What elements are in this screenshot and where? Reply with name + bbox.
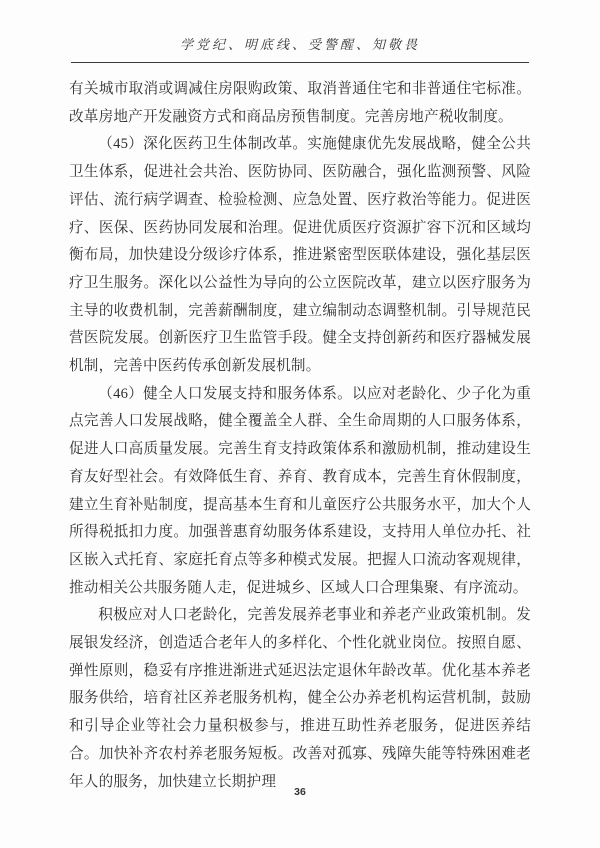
- paragraph-aging-policy: 积极应对人口老龄化，完善发展养老事业和养老产业政策机制。发展银发经济，创造适合老年人的多样化、个性化就业岗位。按照自愿、弹性原则，稳妥有序推进渐进式延迟法定退休年龄改革。优化基本养老服务供给，培育社区养老服务机构，健全公办养老机构运营机制，鼓励和引导企业等社会力量积极参与，推进互助性养老服务，促进医养结合。加快补齐农村养老服务短板。改善对孤寡、残障失能等特殊困难老年人的服务，加快建立长期护理: [69, 607, 531, 790]
- paragraph-housing: 有关城市取消或调减住房限购政策、取消普通住宅和非普通住宅标准。改革房地产开发融资方式和商品房预售制度。完善房地产税收制度。: [69, 81, 531, 125]
- document-body: [69, 76, 531, 796]
- header-divider: [71, 62, 529, 63]
- page-number: 36: [294, 786, 306, 798]
- paragraph-46-population-development: （46）健全人口发展支持和服务体系。以应对老龄化、少子化为重点完善人口发展战略，健全覆盖全人群、全生命周期的人口服务体系，促进人口高质量发展。完善生育支持政策体系和激励机制，推动建设生育友好型社会。有效降低生育、养育、教育成本，完善生育休假制度，建立生育补贴制度，提高基本生育和儿童医疗公共服务水平，加大个人所得税抵扣力度。加强普惠育幼服务体系建设，支持用人单位办托、社区嵌入式托育、家庭托育点等多种模式发展。把握人口流动客观规律，推动相关公共服务随人走，促进城乡、区域人口合理集聚、有序流动。: [69, 385, 531, 596]
- page-header: 学党纪、明底线、受警醒、知敬畏: [179, 37, 420, 52]
- paragraph-45-healthcare-reform: （45）深化医药卫生体制改革。实施健康优先发展战略，健全公共卫生体系，促进社会共治、医防协同、医防融合，强化监测预警、风险评估、流行病学调查、检验检测、应急处置、医疗救治等能力。促进医疗、医保、医药协同发展和治理。促进优质医疗资源扩容下沉和区域均衡布局，加快建设分级诊疗体系，推进紧密型医联体建设，强化基层医疗卫生服务。深化以公益性为导向的公立医院改革，建立以医疗服务为主导的收费机制，完善薪酬制度，建立编制动态调整机制。引导规范民营医院发展。创新医疗卫生监管手段。健全支持创新药和医疗器械发展机制，完善中医药传承创新发展机制。: [69, 136, 531, 375]
